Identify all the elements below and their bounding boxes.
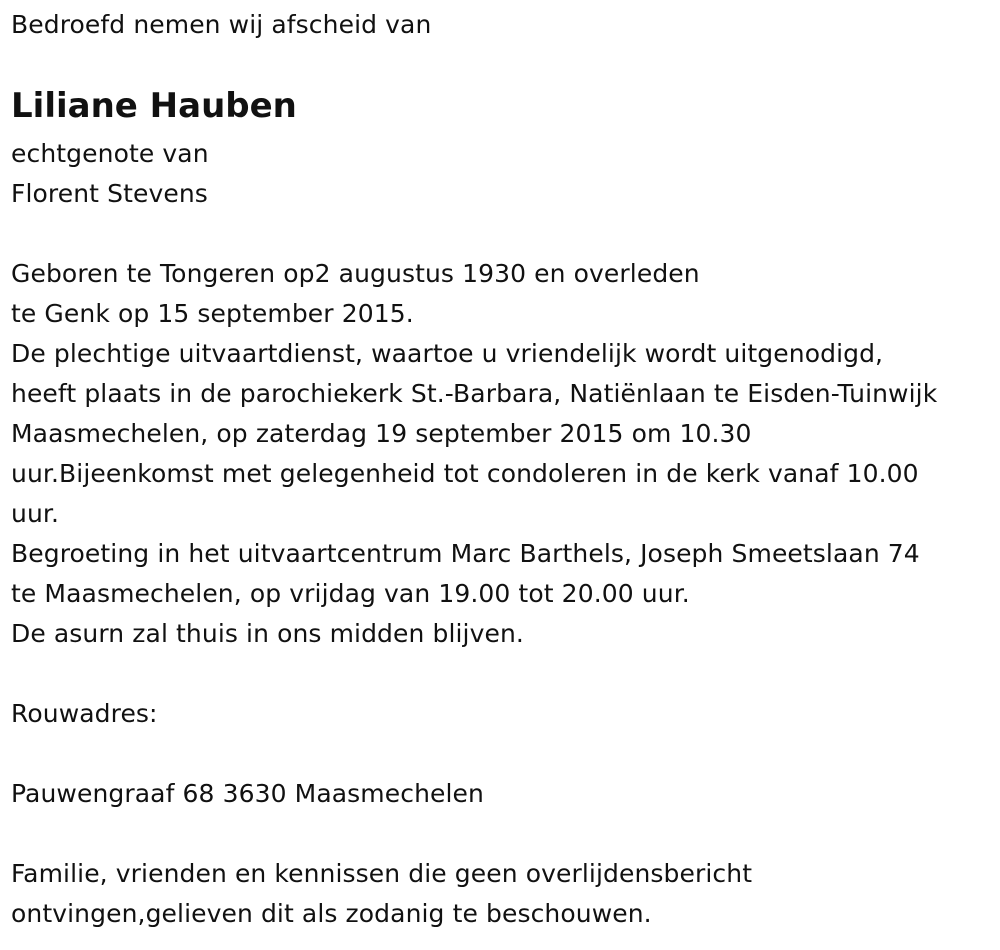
body-line: De asurn zal thuis in ons midden blijven. <box>11 619 524 648</box>
address-text: Pauwengraaf 68 3630 Maasmechelen <box>11 779 484 808</box>
intro-text: Bedroefd nemen wij afscheid van <box>11 10 432 39</box>
body-line: te Genk op 15 september 2015. <box>11 299 414 328</box>
body-line: uur. <box>11 499 60 528</box>
closing-line: ontvingen,gelieven dit als zodanig te beschouwen. <box>11 899 652 928</box>
body-line: uur.Bijeenkomst met gelegenheid tot condoleren in de kerk vanaf 10.00 <box>11 459 919 488</box>
body-line: te Maasmechelen, op vrijdag van 19.00 tot 20.00 uur. <box>11 579 690 608</box>
body-line: Geboren te Tongeren op2 augustus 1930 en overleden <box>11 259 700 288</box>
body-line: De plechtige uitvaartdienst, waartoe u vriendelijk wordt uitgenodigd, <box>11 339 884 368</box>
body-line: Maasmechelen, op zaterdag 19 september 2015 om 10.30 <box>11 419 752 448</box>
address-label: Rouwadres: <box>11 699 158 728</box>
closing-line: Familie, vrienden en kennissen die geen overlijdensbericht <box>11 859 753 888</box>
spouse-name: Florent Stevens <box>11 179 208 208</box>
body-line: Begroeting in het uitvaartcentrum Marc Barthels, Joseph Smeetslaan 74 <box>11 539 920 568</box>
relation-text: echtgenote van <box>11 139 209 168</box>
body-line: heeft plaats in de parochiekerk St.-Barbara, Natiënlaan te Eisden-Tuinwijk <box>11 379 938 408</box>
deceased-name: Liliane Hauben <box>11 86 297 126</box>
